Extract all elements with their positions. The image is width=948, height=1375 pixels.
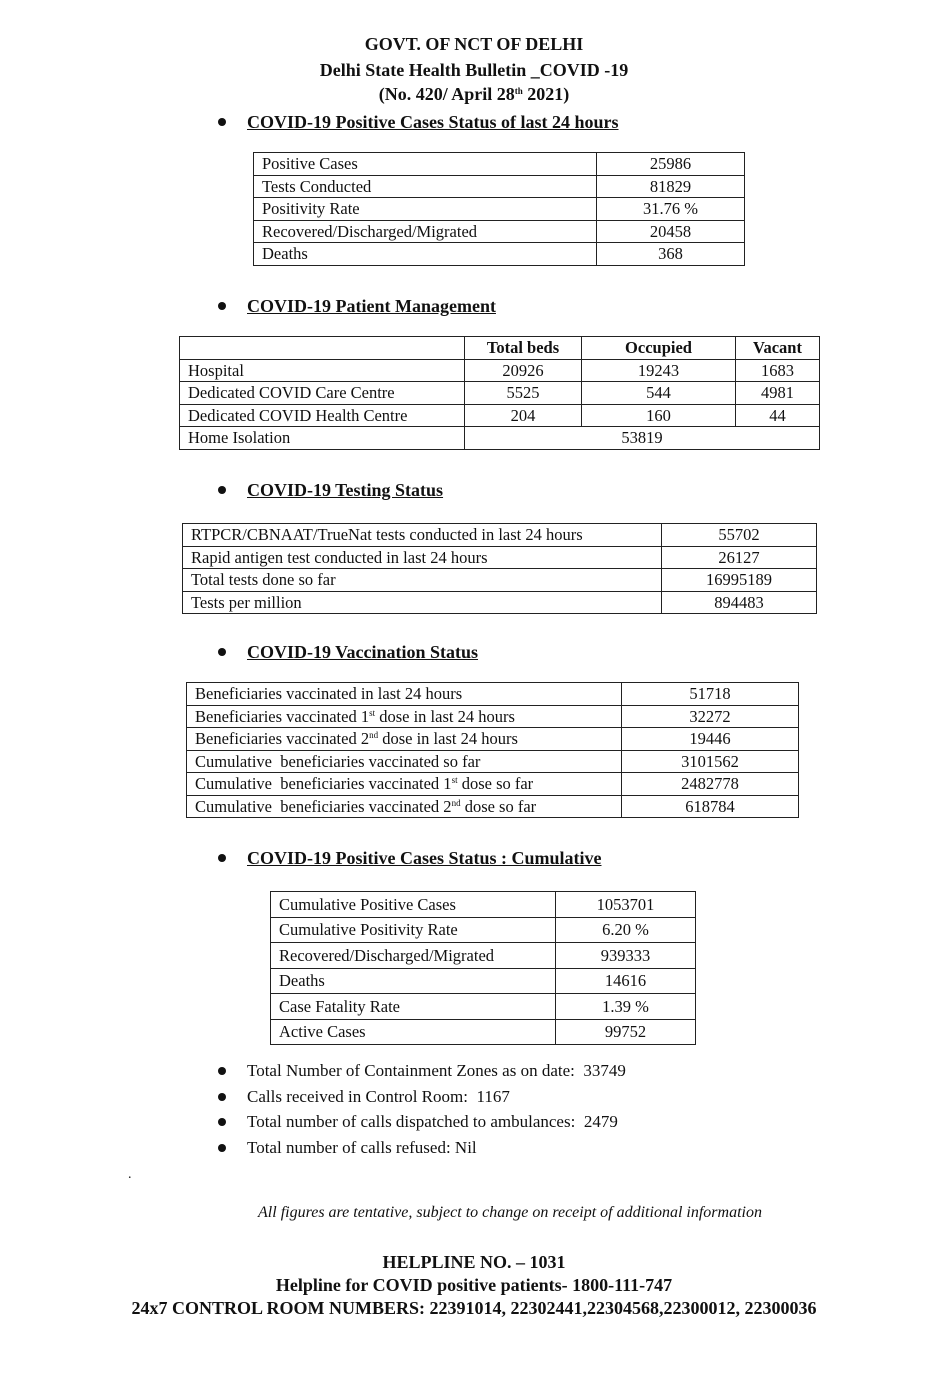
label-sup: nd xyxy=(369,730,379,740)
row-label: Tests per million xyxy=(183,591,662,614)
label-text: dose in last 24 hours xyxy=(375,706,515,726)
label-sup: st xyxy=(369,707,376,718)
row-value: 894483 xyxy=(662,591,817,614)
header-number-sup: th xyxy=(514,86,523,96)
total-beds-value: 5525 xyxy=(465,382,582,405)
row-label: Total tests done so far xyxy=(183,569,662,592)
label-text: dose so far xyxy=(460,796,537,816)
row-value: 3101562 xyxy=(622,750,799,773)
table-row xyxy=(180,382,820,405)
row-label: Recovered/Discharged/Migrated xyxy=(271,943,556,969)
total-beds-value: 20926 xyxy=(465,359,582,382)
home-isolation-value: 53819 xyxy=(465,427,820,450)
row-label: Hospital xyxy=(180,359,465,382)
label-sup: st xyxy=(451,775,458,785)
refused-calls-text: Total number of calls refused: Nil xyxy=(247,1138,477,1157)
label-text: Cumulative beneficiaries vaccinated so far xyxy=(195,751,481,771)
row-label: Rapid antigen test conducted in last 24 hours xyxy=(183,546,662,569)
vacant-value: 4981 xyxy=(736,382,820,405)
row-value: 1.39 % xyxy=(556,994,696,1020)
row-label: Positivity Rate xyxy=(254,198,597,221)
label-sup: nd xyxy=(451,797,461,808)
row-label: Deaths xyxy=(254,243,597,266)
total-beds-value: 204 xyxy=(465,404,582,427)
section-title-testing: COVID-19 Testing Status xyxy=(247,480,444,500)
bullet-icon xyxy=(218,486,226,494)
bullet-icon xyxy=(218,1093,226,1101)
containment-zones-text: Total Number of Containment Zones as on date: 33749 xyxy=(247,1061,626,1080)
table-row xyxy=(271,892,696,918)
table-row xyxy=(183,524,817,547)
row-label: Dedicated COVID Care Centre xyxy=(180,382,465,405)
row-label xyxy=(187,705,622,728)
row-value: 81829 xyxy=(597,175,745,198)
label-text: Beneficiaries vaccinated in last 24 hours xyxy=(195,684,463,703)
col-header-occupied: Occupied xyxy=(582,337,736,360)
row-label: Active Cases xyxy=(271,1019,556,1045)
section-title-positive-24h: COVID-19 Positive Cases Status of last 24 hours xyxy=(247,112,619,132)
label-text: dose in last 24 hours xyxy=(378,729,518,748)
occupied-value: 19243 xyxy=(582,359,736,382)
row-label: Home Isolation xyxy=(180,427,465,450)
occupied-value: 160 xyxy=(582,404,736,427)
testing-table xyxy=(182,523,817,614)
vacant-value: 44 xyxy=(736,404,820,427)
row-value: 19446 xyxy=(622,728,799,751)
bullet-icon xyxy=(218,118,226,126)
row-value: 25986 xyxy=(597,153,745,176)
row-value: 26127 xyxy=(662,546,817,569)
header-bulletin-number xyxy=(0,82,948,106)
control-room-numbers: 24x7 CONTROL ROOM NUMBERS: 22391014, 22302441,22304568,22300012, 22300036 xyxy=(131,1298,817,1318)
header-number-suffix: 2021) xyxy=(522,84,570,104)
table-row xyxy=(187,728,799,751)
row-label: Deaths xyxy=(271,968,556,994)
table-row xyxy=(187,705,799,728)
table-row xyxy=(254,153,745,176)
row-label: Case Fatality Rate xyxy=(271,994,556,1020)
row-value: 99752 xyxy=(556,1019,696,1045)
table-row xyxy=(187,773,799,796)
stray-mark: . xyxy=(128,1167,132,1182)
header-govt: GOVT. OF NCT OF DELHI xyxy=(364,34,584,54)
row-value: 16995189 xyxy=(662,569,817,592)
row-label xyxy=(187,773,622,796)
row-label: Tests Conducted xyxy=(254,175,597,198)
header-bulletin-title: Delhi State Health Bulletin _COVID -19 xyxy=(319,60,629,80)
row-value: 20458 xyxy=(597,220,745,243)
col-header-total-beds: Total beds xyxy=(465,337,582,360)
row-label: Recovered/Discharged/Migrated xyxy=(254,220,597,243)
occupied-value: 544 xyxy=(582,382,736,405)
section-title-vaccination: COVID-19 Vaccination Status xyxy=(247,642,479,662)
table-row xyxy=(183,569,817,592)
disclaimer-note: All figures are tentative, subject to change on receipt of additional information xyxy=(258,1204,762,1221)
row-label xyxy=(187,728,622,751)
cumulative-table xyxy=(270,891,696,1045)
row-label xyxy=(187,683,622,706)
row-label: Cumulative Positivity Rate xyxy=(271,917,556,943)
row-label xyxy=(187,795,622,818)
control-room-calls-text: Calls received in Control Room: 1167 xyxy=(247,1087,510,1106)
row-value: 32272 xyxy=(622,705,799,728)
col-header-blank xyxy=(180,337,465,360)
label-text: Cumulative beneficiaries vaccinated 2 xyxy=(195,796,452,816)
row-label: Dedicated COVID Health Centre xyxy=(180,404,465,427)
table-row xyxy=(180,359,820,382)
bullet-icon xyxy=(218,302,226,310)
table-row xyxy=(187,795,799,818)
table-header-row xyxy=(180,337,820,360)
table-row xyxy=(254,220,745,243)
helpline-number: HELPLINE NO. – 1031 xyxy=(382,1252,566,1272)
bullet-icon xyxy=(218,648,226,656)
table-row xyxy=(187,750,799,773)
patient-mgmt-table xyxy=(179,336,820,450)
row-value: 939333 xyxy=(556,943,696,969)
row-value: 2482778 xyxy=(622,773,799,796)
table-row xyxy=(187,683,799,706)
bullet-icon xyxy=(218,1067,226,1075)
row-value: 14616 xyxy=(556,968,696,994)
section-title-patient-mgmt: COVID-19 Patient Management xyxy=(247,296,496,316)
label-text: Beneficiaries vaccinated 1 xyxy=(195,706,370,726)
ambulance-calls-text: Total number of calls dispatched to ambulances: 2479 xyxy=(247,1112,618,1131)
header-number-prefix: (No. 420/ April 28 xyxy=(378,84,515,104)
bullet-icon xyxy=(218,1144,226,1152)
label-text: Beneficiaries vaccinated 2 xyxy=(195,729,370,748)
table-row xyxy=(271,917,696,943)
bullet-icon xyxy=(218,1118,226,1126)
table-row xyxy=(183,591,817,614)
label-text: dose so far xyxy=(457,774,534,793)
table-row xyxy=(271,1019,696,1045)
row-label xyxy=(187,750,622,773)
row-label: RTPCR/CBNAAT/TrueNat tests conducted in last 24 hours xyxy=(183,524,662,547)
vacant-value: 1683 xyxy=(736,359,820,382)
section-title-cumulative: COVID-19 Positive Cases Status : Cumulative xyxy=(247,848,602,868)
covid-helpline: Helpline for COVID positive patients- 1800-111-747 xyxy=(275,1275,673,1295)
table-row xyxy=(254,175,745,198)
bullet-icon xyxy=(218,854,226,862)
table-row xyxy=(271,994,696,1020)
row-value: 31.76 % xyxy=(597,198,745,221)
row-value: 618784 xyxy=(622,795,799,818)
row-value: 51718 xyxy=(622,683,799,706)
table-row xyxy=(254,198,745,221)
vaccination-table xyxy=(186,682,799,818)
table-row xyxy=(271,943,696,969)
row-value: 6.20 % xyxy=(556,917,696,943)
table-row xyxy=(180,427,820,450)
table-row xyxy=(254,243,745,266)
row-value: 1053701 xyxy=(556,892,696,918)
row-value: 368 xyxy=(597,243,745,266)
row-value: 55702 xyxy=(662,524,817,547)
positive-24h-table xyxy=(253,152,745,266)
row-label: Positive Cases xyxy=(254,153,597,176)
table-row xyxy=(271,968,696,994)
table-row xyxy=(183,546,817,569)
table-row xyxy=(180,404,820,427)
row-label: Cumulative Positive Cases xyxy=(271,892,556,918)
label-text: Cumulative beneficiaries vaccinated 1 xyxy=(195,774,452,793)
col-header-vacant: Vacant xyxy=(736,337,820,360)
